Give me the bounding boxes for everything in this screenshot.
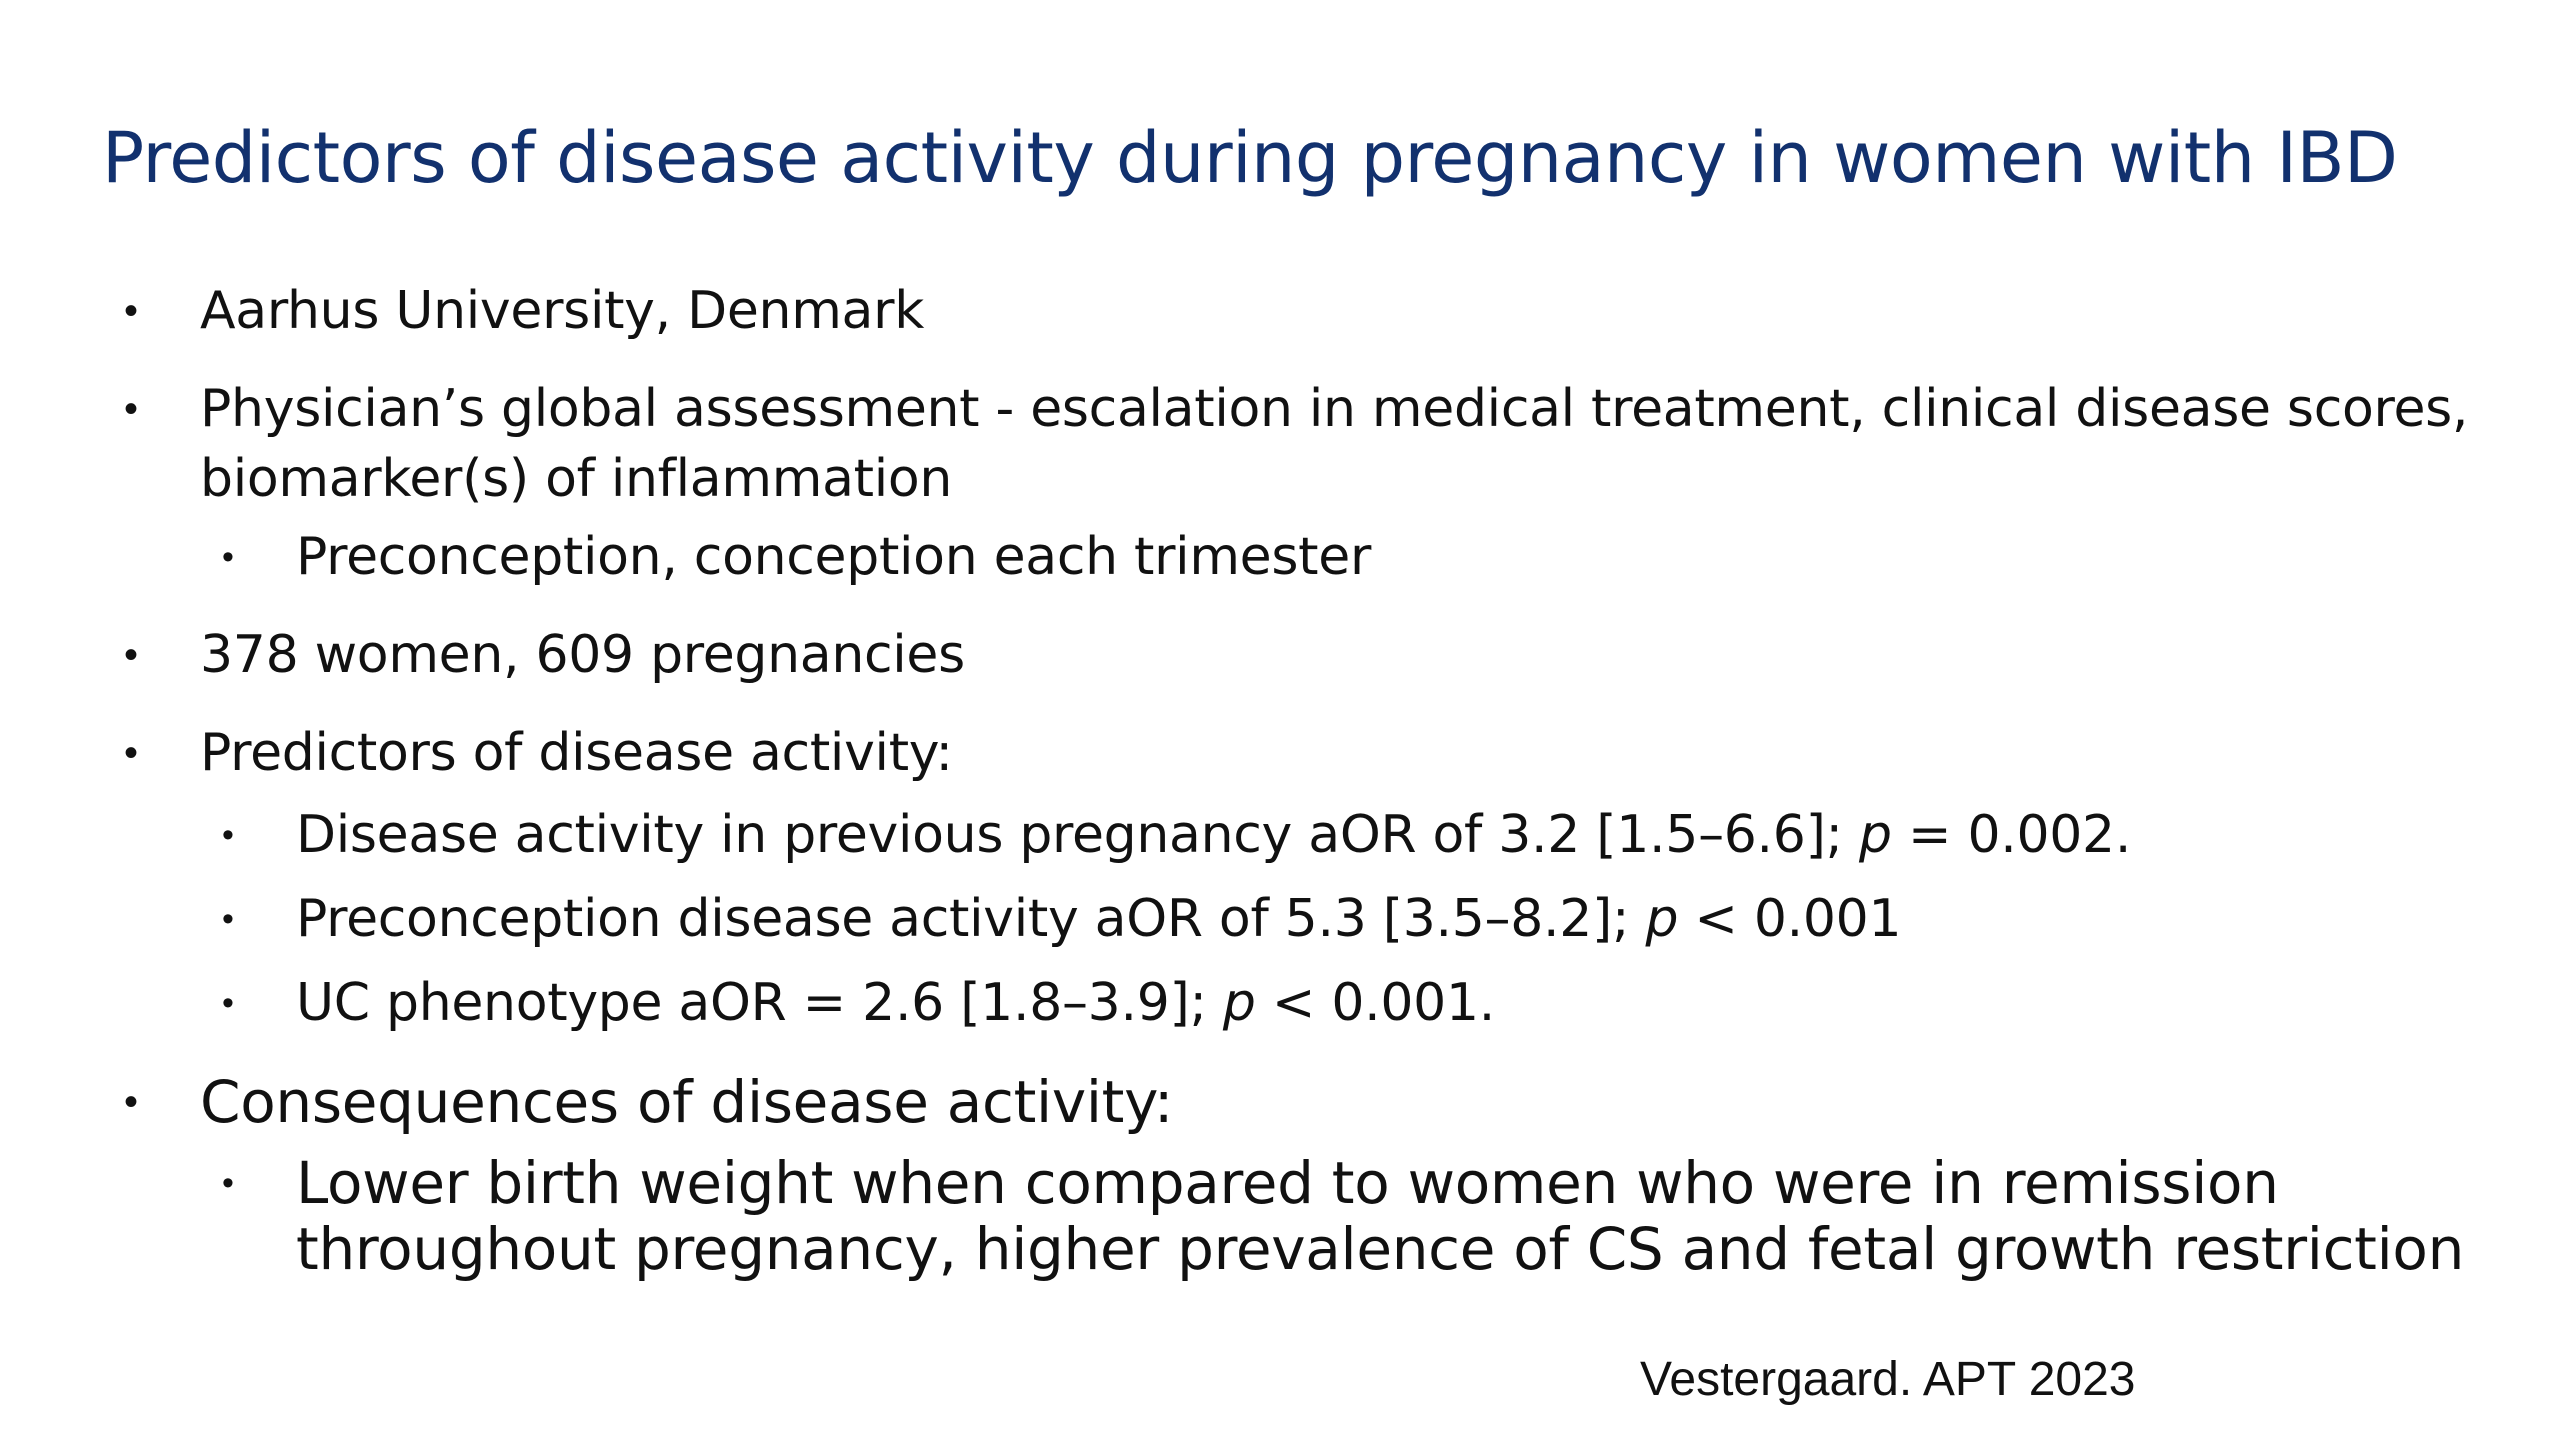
- sub-bullet-icon: •: [222, 900, 234, 938]
- p-value-symbol: p: [1859, 805, 1892, 865]
- citation: Vestergaard. APT 2023: [1640, 1353, 2136, 1406]
- sub-bullet-item: [0, 1150, 2486, 1282]
- sub-bullet-text: Preconception, conception each trimester: [296, 527, 1372, 587]
- sub-bullet-icon: •: [222, 1164, 234, 1202]
- sub-bullet-text-pre: Preconception disease activity aOR of 5.3 [3.5–8.2];: [296, 889, 1646, 949]
- sub-bullet-text: Lower birth weight when compared to women who were in remission throughout pregnancy, higher prevalence of CS and fetal growth restriction: [296, 1149, 2465, 1283]
- bullet-icon: •: [124, 633, 138, 677]
- bullet-item: [0, 276, 2480, 346]
- bullet-icon: •: [124, 1080, 138, 1124]
- slide-title: Predictors of disease activity during pregnancy in women with IBD: [102, 117, 2398, 199]
- bullet-icon: •: [124, 289, 138, 333]
- sub-bullet-item: [0, 522, 2486, 592]
- sub-bullet-icon: •: [222, 538, 234, 576]
- bullet-item: [0, 1066, 2480, 1138]
- sub-bullet-text-post: < 0.001: [1678, 889, 1902, 949]
- bullet-list: [0, 276, 2560, 1296]
- sub-bullet-icon: •: [222, 816, 234, 854]
- sub-bullet-icon: •: [222, 984, 234, 1022]
- sub-bullet-text-post: = 0.002.: [1891, 805, 2132, 865]
- sub-bullet-text-pre: UC phenotype aOR = 2.6 [1.8–3.9];: [296, 973, 1223, 1033]
- p-value-symbol: p: [1645, 889, 1679, 949]
- bullet-item: [0, 620, 2480, 690]
- p-value-symbol: p: [1222, 973, 1256, 1033]
- bullet-icon: •: [124, 387, 138, 431]
- sub-bullet-text-post: < 0.001.: [1255, 973, 1495, 1033]
- bullet-text: 378 women, 609 pregnancies: [200, 625, 965, 685]
- bullet-text: Predictors of disease activity:: [200, 723, 953, 783]
- bullet-text: Physician’s global assessment - escalation in medical treatment, clinical disease scores, biomarker(s) of inflammation: [200, 379, 2469, 509]
- sub-bullet-item: [0, 968, 2486, 1038]
- bullet-item: [0, 374, 2480, 514]
- sub-bullet-item: [0, 800, 2486, 870]
- bullet-item: [0, 718, 2480, 788]
- bullet-text: Aarhus University, Denmark: [200, 281, 925, 341]
- bullet-text: Consequences of disease activity:: [200, 1068, 1174, 1136]
- sub-bullet-item: [0, 884, 2486, 954]
- bullet-icon: •: [124, 731, 138, 775]
- sub-bullet-text-pre: Disease activity in previous pregnancy aOR of 3.2 [1.5–6.6];: [296, 805, 1860, 865]
